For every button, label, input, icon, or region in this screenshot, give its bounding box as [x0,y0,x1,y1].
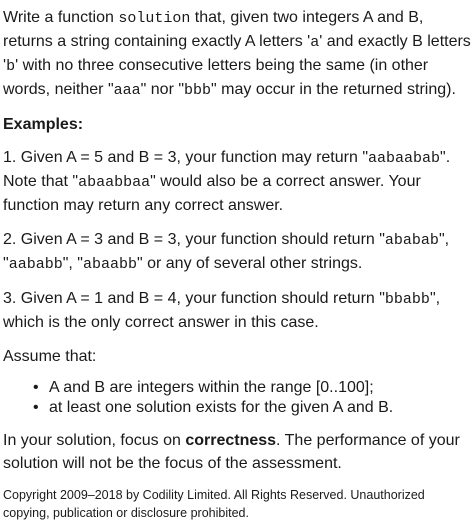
problem-statement [3,6,471,102]
intro-text-1: Write a function [3,9,119,26]
example-1-text-3: " would also be a correct answer. Your function may return any correct answer. [3,173,421,214]
example-1 [3,146,471,217]
task-description [3,6,471,522]
assumption-text: A and B are integers within the range [0..100]; [49,379,374,396]
focus-note [3,429,471,475]
examples-heading: Examples: [3,116,84,133]
example-3-code-1: bbabb [384,291,430,308]
focus-text-2: . The performance of your solution will not be the focus of the assessment. [3,432,460,472]
intro-text-5: " nor " [140,81,185,98]
focus-emphasis: correctness [185,432,277,449]
example-3-text-2: ", which is the only correct answer in this case. [3,290,441,331]
example-2 [3,228,471,276]
example-3-text-1: 3. Given A = 1 and B = 4, your function should return " [3,290,385,307]
aaa-code: aaa [113,82,141,99]
example-3 [3,287,471,334]
intro-text-4: ' with no three consecutive letters being the same (in other words, neither " [3,57,429,98]
bullet-icon: • [33,379,39,396]
assume-heading: Assume that: [3,348,97,365]
function-name-code: solution [118,10,191,27]
bullet-icon: • [33,399,39,416]
example-2-text-4: " or any of several other strings. [136,255,363,272]
example-2-code-2: aababb [8,256,63,273]
letter-a-code: a [310,34,320,51]
intro-text-3: ' and exactly B letters ' [3,33,471,74]
example-2-text-1: 2. Given A = 3 and B = 3, your function should return " [3,231,385,248]
example-1-code-1: aabaabab [368,150,441,167]
assumption-text: at least one solution exists for the given A and B. [49,399,394,416]
intro-text-2: that, given two integers A and B, returns a string containing exactly A letters ' [3,9,424,50]
list-item [3,378,471,398]
example-1-text-2: ". Note that " [3,149,451,190]
example-2-text-2: ", " [3,231,450,272]
example-2-text-3: ", " [62,255,83,272]
intro-text-6: " may occur in the returned string). [211,81,456,98]
list-item [3,398,471,418]
focus-text-1: In your solution, focus on [3,432,186,449]
example-1-text-1: 1. Given A = 5 and B = 3, your function may return " [3,149,368,166]
copyright-notice: Copyright 2009–2018 by Codility Limited. All Rights Reserved. Unauthorized copying, publication or disclosure prohibited. [3,488,425,520]
letter-b-code: b [6,58,16,75]
example-2-code-3: abaabb [82,256,137,273]
bbb-code: bbb [184,82,212,99]
assumptions-list [3,378,471,418]
example-1-code-2: abaabbaa [78,174,151,191]
example-2-code-1: ababab [384,232,439,249]
